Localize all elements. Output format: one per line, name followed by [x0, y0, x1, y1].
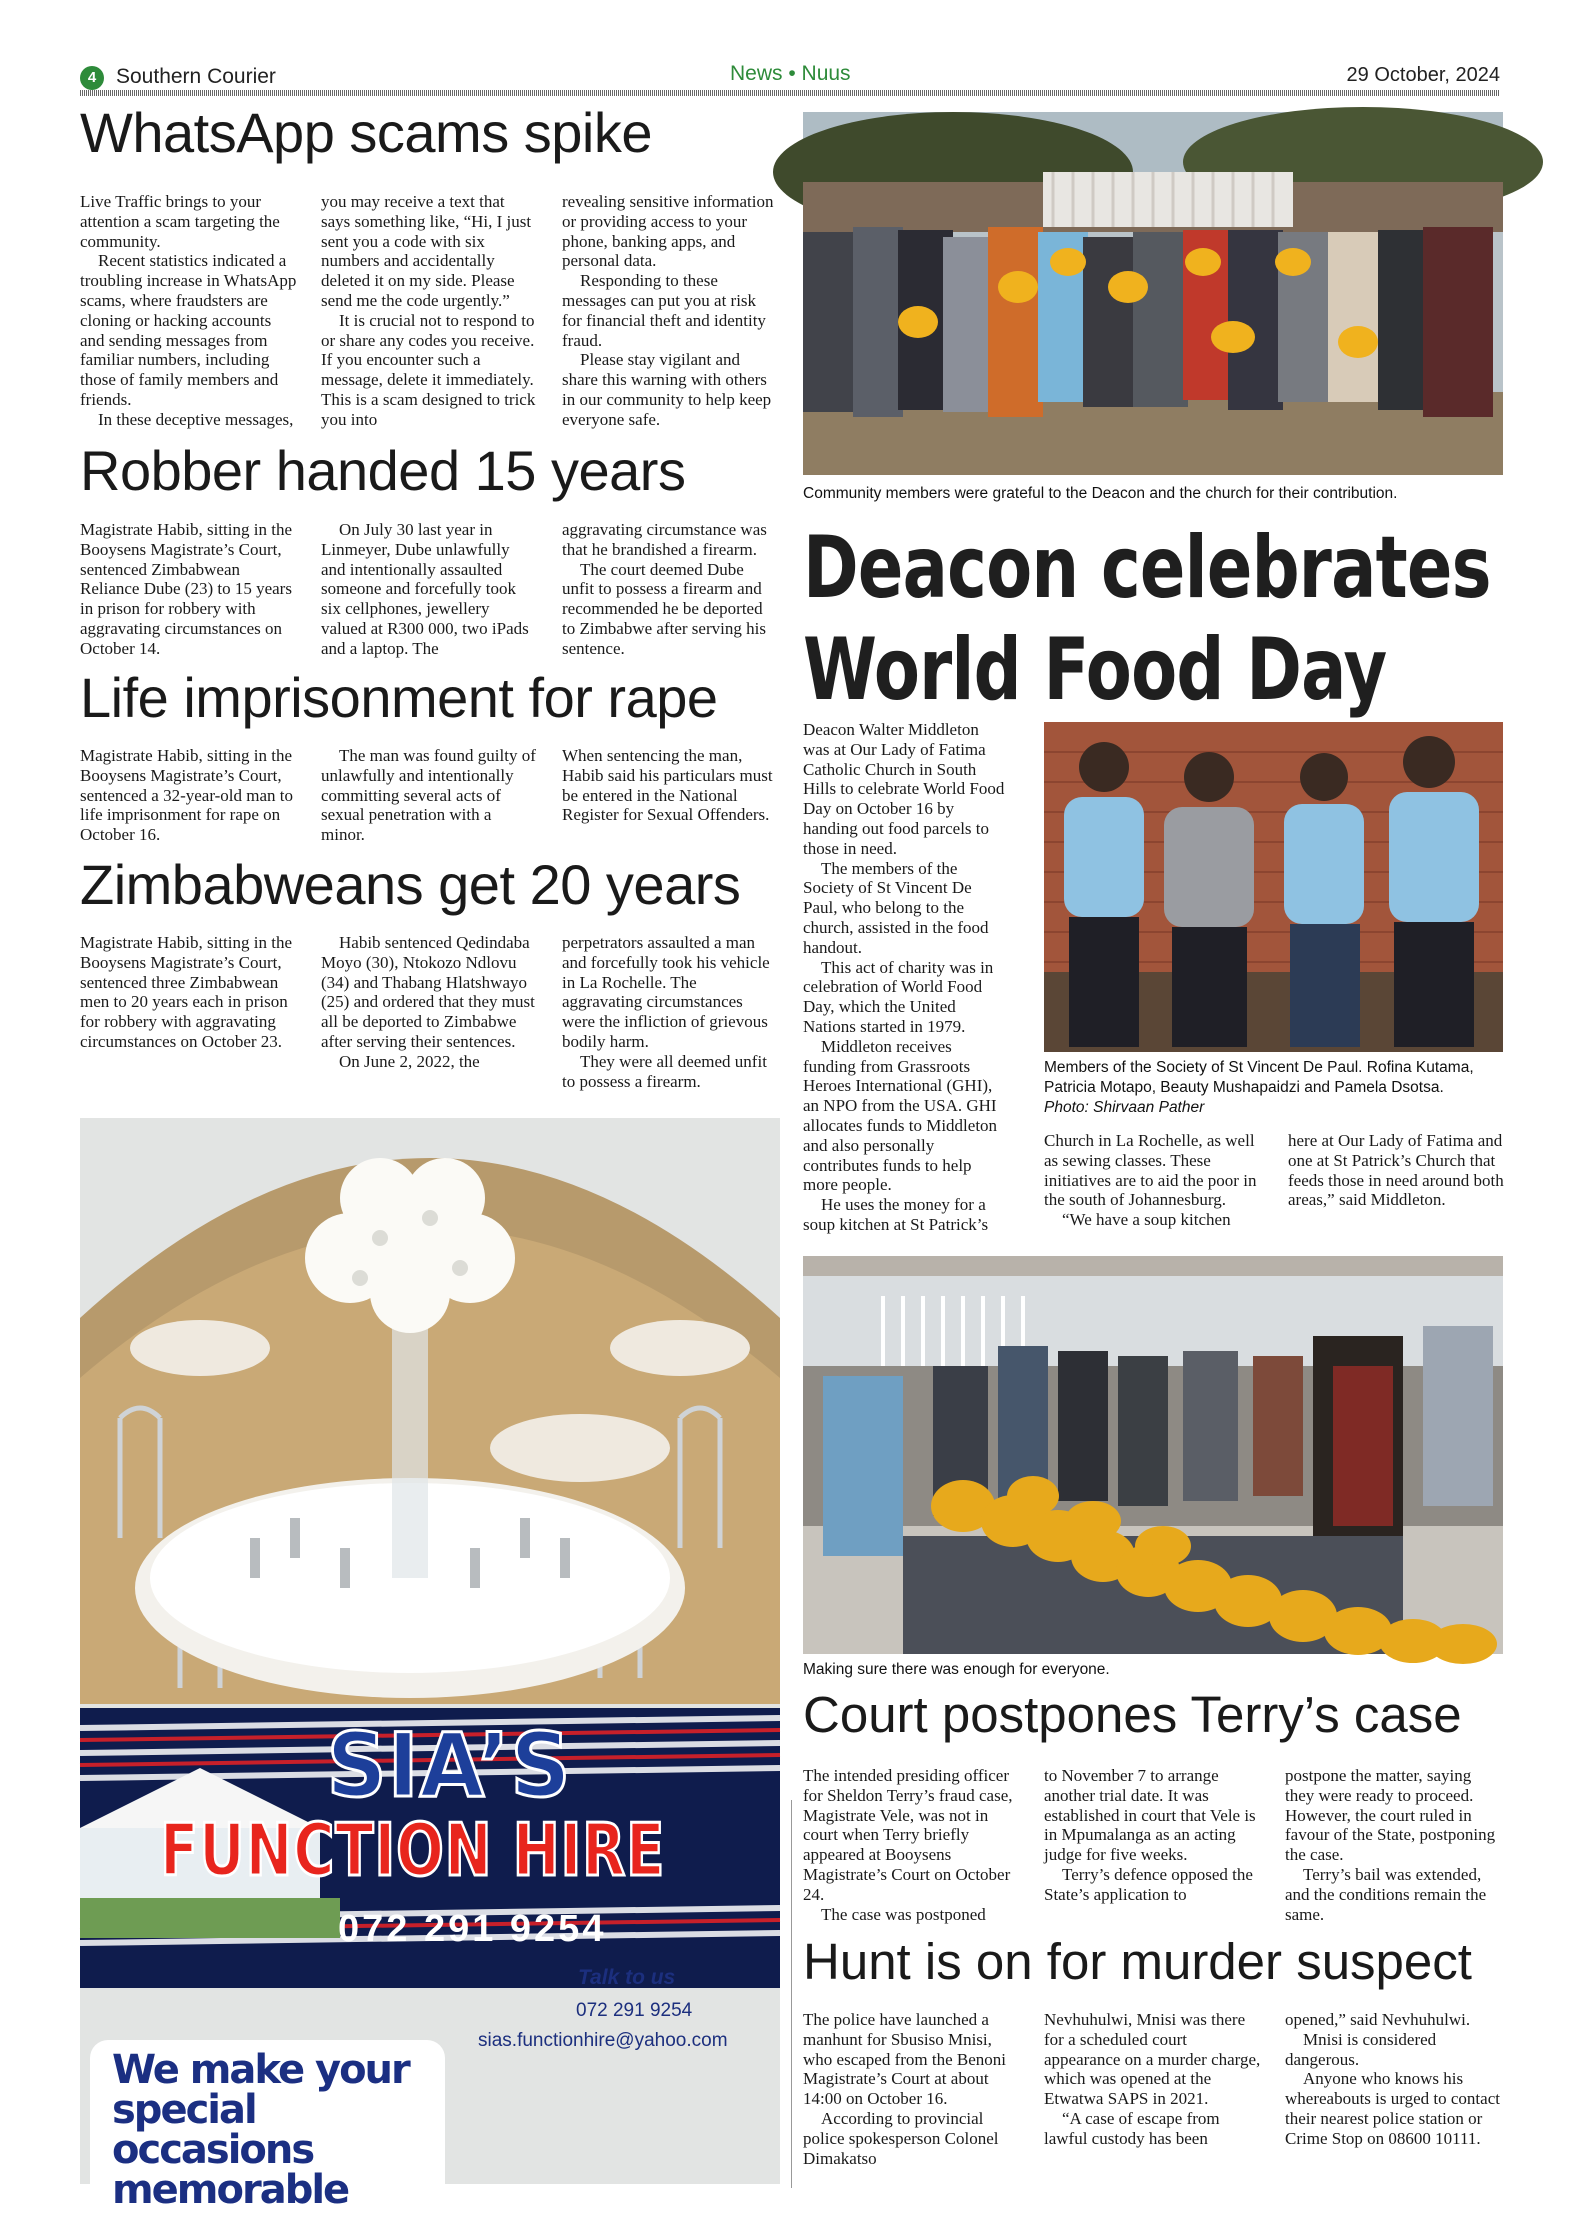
terry-article [803, 1766, 1502, 1924]
whatsapp-col-1: Live Traffic brings to your attention a scam targeting the community. Recent statistics indicated a troubling increase in WhatsApp scams, where fraudsters are cloning or hacking accounts and sending messages from familiar numbers, including those of family members and friends. In these deceptive messages, [80, 192, 297, 429]
ad-talk-label: Talk to us [578, 1966, 676, 1989]
column-divider [791, 1800, 792, 2188]
hunt-col-3: opened,” said Nevhuhulwi. Mnisi is considered dangerous. Anyone who knows his whereabouts is urged to contact their nearest police station or Crime Stop on 08600 10111. [1285, 2010, 1500, 2148]
society-members-photo [1044, 722, 1503, 1052]
section-label: News • Nuus [730, 62, 851, 85]
rape-article [80, 746, 779, 845]
deacon-col-3: here at Our Lady of Fatima and one at St Patrick’s Church that feeds those in need around both areas,” said Middleton. [1288, 1131, 1504, 1210]
robber-article [80, 520, 779, 659]
rape-col-1: Magistrate Habib, sitting in the Booysens Magistrate’s Court, sentenced a 32-year-old man to life imprisonment for rape on October 16. [80, 746, 294, 845]
zim-article [80, 933, 779, 1091]
photo-credit: Photo: Shirvaan Pather [1044, 1099, 1205, 1116]
rape-headline: Life imprisonment for rape [80, 666, 718, 729]
whatsapp-col-3: revealing sensitive information or providing access to your phone, banking apps, and personal data. Responding to these messages can put you at risk for financial theft and identity fraud. Please stay vigilant and share this warning with others in our community to help keep everyone safe. [562, 192, 774, 429]
zim-col-2: Habib sentenced Qedindaba Moyo (30), Ntokozo Ndlovu (34) and Thabang Hlatshwayo (25) and ordered that they must all be deported to Zimbabwe after serving their sentences. On June 2, 2022, the [321, 933, 535, 1071]
community-group-photo [803, 112, 1503, 475]
terry-col-1: The intended presiding officer for Sheldon Terry’s fraud case, Magistrate Vele, was not in court when Terry briefly appeared at Booysens Magistrate’s Court on October 24. The case was postponed [803, 1766, 1013, 1924]
hunt-headline: Hunt is on for murder suspect [803, 1933, 1472, 1990]
hunt-col-1: The police have launched a manhunt for Sbusiso Mnisi, who escaped from the Benoni Magistrate’s Court at about 14:00 on October 16. According to provincial police spokesperson Colonel Dimakatso [803, 2010, 1006, 2168]
community-photo-caption: Community members were grateful to the Deacon and the church for their contribution. [803, 485, 1398, 502]
zim-col-1: Magistrate Habib, sitting in the Booysens Magistrate’s Court, sentenced three Zimbabwean men to 20 years each in prison for robbery with aggravating circumstances on October 23. [80, 933, 292, 1051]
ad-slogan: We make your special occasions memorable [90, 2040, 445, 2184]
header-rule [80, 90, 1500, 96]
ad-banner-phone: 072 291 9254 [338, 1908, 607, 1950]
terry-col-3: postpone the matter, saying they were ready to proceed. However, the court ruled in favour of the State, postponing the case. Terry’s bail was extended, and the conditions remain the same. [1285, 1766, 1496, 1924]
ad-brand-top: SIA’S [326, 1714, 572, 1817]
banquet-table-photo [80, 1118, 780, 1704]
issue-date: 29 October, 2024 [1346, 64, 1500, 86]
whatsapp-article [80, 192, 779, 430]
robber-headline: Robber handed 15 years [80, 439, 686, 502]
food-handout-caption: Making sure there was enough for everyone. [803, 1661, 1110, 1678]
page-header [80, 60, 1500, 90]
robber-col-2: On July 30 last year in Linmeyer, Dube unlawfully and intentionally assaulted someone and forcefully took six cellphones, jewellery valued at R300 000, two iPads and a laptop. The [321, 520, 529, 658]
terry-col-2: to November 7 to arrange another trial date. It was established in court that Vele is in Mpumalanga as an acting judge for five weeks. Terry’s defence opposed the State’s application to [1044, 1766, 1256, 1904]
ad-brand-bottom: FUNCTION HIRE [160, 1808, 666, 1892]
deacon-col-1: Deacon Walter Middleton was at Our Lady of Fatima Catholic Church in South Hills to celebrate World Food Day on October 16 by handing out food parcels to those in need. The members of the Society of St Vincent De Paul, who belong to the church, assisted in the food handout. This act of charity was in celebration of World Food Day, which the United Nations started in 1979. Middleton receives funding from Grassroots Heroes International (GHI), an NPO from the USA. GHI allocates funds to Middleton and also personally contributes funds to help more people. He uses the money for a soup kitchen at St Patrick’s [803, 720, 1005, 1234]
rape-col-2: The man was found guilty of unlawfully and intentionally committing several acts of sexual penetration with a minor. [321, 746, 536, 845]
whatsapp-col-2: you may receive a text that says something like, “Hi, I just sent you a code with six numbers and accidentally deleted it on my side. Please send me the code urgently.” It is crucial not to respond to or share any codes you receive. If you encounter such a message, delete it immediately. This is a scam designed to trick you into [321, 192, 536, 429]
rape-col-3: When sentencing the man, Habib said his particulars must be entered in the National Register for Sexual Offenders. [562, 746, 773, 825]
terry-headline: Court postpones Terry’s case [803, 1686, 1462, 1743]
page-number-badge: 4 [80, 66, 104, 90]
ad-email[interactable]: sias.functionhire@yahoo.com [478, 2030, 728, 2051]
deacon-col-2: Church in La Rochelle, as well as sewing classes. These initiatives are to aid the poor in the south of Johannesburg. “We have a soup kitchen [1044, 1131, 1257, 1230]
zim-headline: Zimbabweans get 20 years [80, 853, 741, 916]
robber-col-3: aggravating circumstance was that he brandished a firearm. The court deemed Dube unfit to possess a firearm and recommended he be deported to Zimbabwe after serving his sentence. [562, 520, 767, 658]
deacon-article-continued [1044, 1131, 1508, 1230]
hunt-article [803, 2010, 1502, 2168]
food-handout-photo [803, 1256, 1503, 1654]
function-hire-advert [80, 1118, 780, 2213]
society-photo-caption: Members of the Society of St Vincent De Paul. Rofina Kutama, Patricia Motapo, Beauty Mushapaidzi and Pamela Dsotsa. Photo: Shirvaan Pather [1044, 1058, 1514, 1118]
hunt-col-2: Nevhuhulwi, Mnisi was there for a scheduled court appearance on a murder charge, which was opened at the Etwatwa SAPS in 2021. “A case of escape from lawful custody has been [1044, 2010, 1261, 2148]
deacon-headline: Deacon celebrates World Food Day [803, 518, 1491, 720]
ad-phone[interactable]: 072 291 9254 [576, 2000, 693, 2021]
robber-col-1: Magistrate Habib, sitting in the Booysens Magistrate’s Court, sentenced Zimbabwean Reliance Dube (23) to 15 years in prison for robbery with aggravating circumstances on October 14. [80, 520, 292, 658]
zim-col-3: perpetrators assaulted a man and forcefully took his vehicle in La Rochelle. The aggravating circumstances were the infliction of grievous bodily harm. They were all deemed unfit to possess a firearm. [562, 933, 770, 1091]
whatsapp-headline: WhatsApp scams spike [80, 101, 652, 164]
newspaper-name: Southern Courier [116, 65, 276, 88]
